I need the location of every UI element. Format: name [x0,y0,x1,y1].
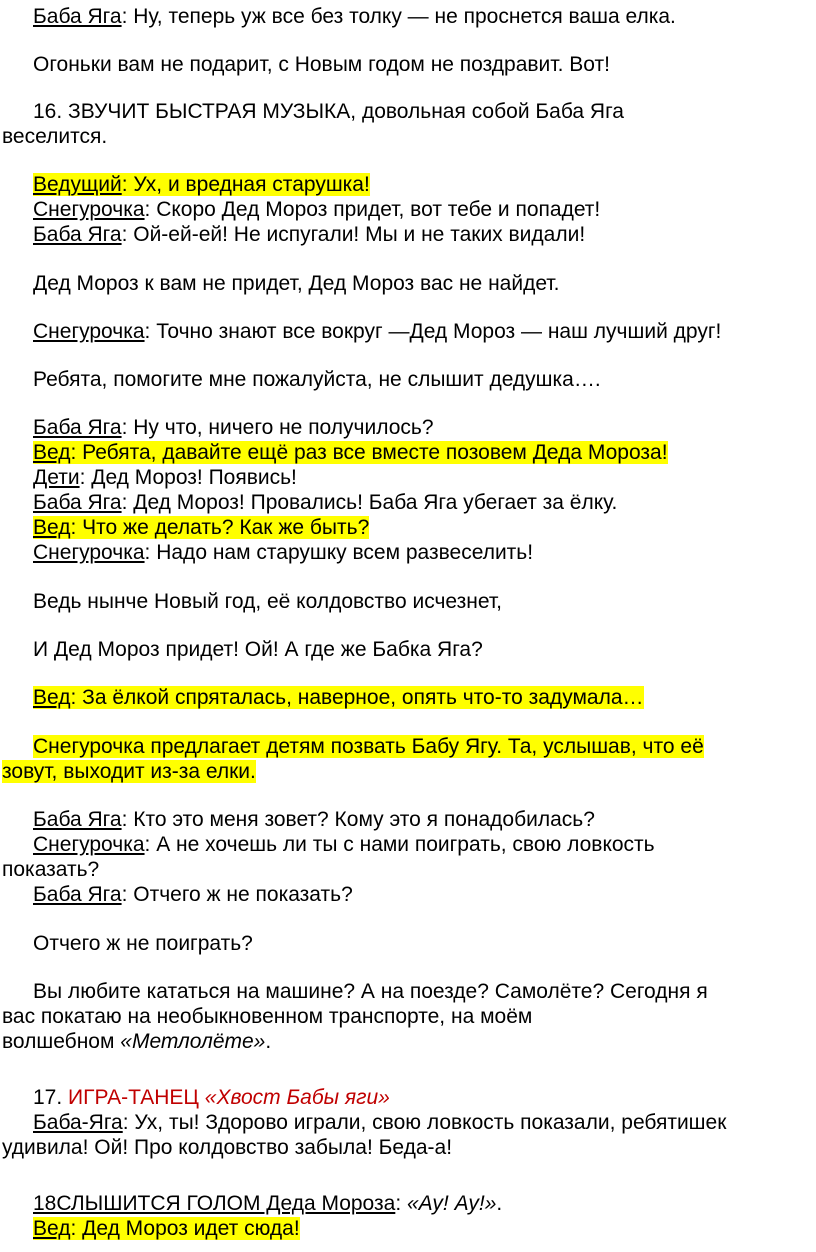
highlighted-replica [33,1217,300,1240]
highlighted-replica [33,441,668,464]
line-text-3: Ребята, помогите мне пожалуйста, не слышит дедушка…. [33,368,601,391]
highlighted-replica [33,173,370,196]
line-text: : Ну, теперь уж все без толку — не проснется ваша елка. [121,5,676,28]
line-text: : Точно знают все вокруг —Дед Мороз — наш лучший друг! [144,320,722,343]
line-host-3 [0,515,816,540]
line-snegurochka-3 [0,540,816,565]
line-text: : [395,1192,407,1215]
line-snegurochka-2 [0,319,816,344]
line-text: : Дед Мороз! Провались! Баба Яга убегает за ёлку. [121,491,618,514]
line-text-4: Ведь нынче Новый год, её колдовство исчезнет, [33,590,502,613]
stage-direction-18 [0,1191,816,1216]
line-text: : Ребята, давайте ещё раз все вместе позовем Деда Мороза! [70,441,668,464]
line-text-6: Отчего ж не поиграть? [33,932,253,955]
line-text-7: Вы любите кататься на машине? А на поезде? Самолёте? Сегодня я [33,980,708,1003]
line-baba-yaga-4 [0,490,816,515]
line-text: : Отчего ж не показать? [121,883,353,906]
line-children [0,465,816,490]
line-baba-yaga-6 [0,882,816,907]
line-text: : Что же делать? Как же быть? [70,516,370,539]
line-baba-yaga-1 [0,4,816,29]
stage-direction-highlighted-cont [0,759,816,784]
speaker-name: Снегурочка [33,833,145,856]
speaker-name: Баба Яга [33,416,122,439]
line-host-5 [0,1216,816,1241]
speaker-name: Снегурочка [33,541,145,564]
line-text: : Кто это меня зовет? Кому это я понадобилась? [121,808,595,831]
game-number: 17. [33,1086,69,1109]
line-text: : Ух, ты! Здорово играли, свою ловкость показали, ребятишек [122,1111,727,1134]
stage-direction-16: 16. ЗВУЧИТ БЫСТРАЯ МУЗЫКА, довольная собой Баба Яга [33,100,624,123]
italic-text: «Ау! Ау!» [406,1192,497,1215]
speaker-name: Дети [33,466,80,489]
line-snegurochka-4 [0,832,816,857]
speaker-name: Баба-Яга [33,1111,123,1134]
speaker-name: Снегурочка [33,198,145,221]
speaker-name: Ведущий [33,173,122,196]
highlighted-text: Снегурочка предлагает детям позвать Бабу Ягу. Та, услышав, что её [33,735,704,758]
line-text: : За ёлкой спряталась, наверное, опять что-то задумала… [70,686,644,709]
line-baba-yaga-2 [0,222,816,247]
line-text: : Дед Мороз идет сюда! [70,1217,300,1240]
underlined-direction: 18СЛЫШИТСЯ ГОЛОМ Деда Мороза [33,1192,396,1215]
line-text-1: Огоньки вам не подарит, с Новым годом не поздравит. Вот! [33,53,610,76]
speaker-name: Вед [33,1217,71,1240]
line-text: . [265,1030,272,1053]
line-host-1 [0,172,816,197]
line-text: : Ух, и вредная старушка! [121,173,370,196]
speaker-name: Вед [33,516,71,539]
speaker-name: Баба Яга [33,491,122,514]
speaker-name: Баба Яга [33,223,122,246]
line-baba-yaga-3 [0,415,816,440]
line-baba-yaga-7-cont: удивила! Ой! Про колдовство забыла! Беда-а! [2,1136,453,1159]
line-text-7-cont: вас покатаю на необыкновенном транспорте, на моём [2,1005,533,1028]
line-host-4 [0,685,816,710]
line-text-2: Дед Мороз к вам не придет, Дед Мороз вас не найдет. [33,272,560,295]
highlighted-replica [33,686,644,709]
line-text: : Надо нам старушку всем развеселить! [144,541,534,564]
line-text-7-end [0,1029,816,1054]
speaker-name: Вед [33,686,71,709]
line-snegurochka-4-cont: показать? [2,858,100,881]
game-title: ИГРА-ТАНЕЦ [68,1086,205,1109]
line-snegurochka-1 [0,197,816,222]
speaker-name: Вед [33,441,71,464]
game-title-italic: «Хвост Бабы яги» [204,1086,390,1109]
italic-text: «Метлолёте» [120,1030,266,1053]
line-text-5: И Дед Мороз придет! Ой! А где же Бабка Яга? [33,638,483,661]
line-baba-yaga-7 [0,1110,816,1135]
line-text: . [496,1192,503,1215]
speaker-name: Баба Яга [33,5,122,28]
line-host-2 [0,440,816,465]
highlighted-replica [33,516,369,539]
line-text: : Скоро Дед Мороз придет, вот тебе и попадет! [144,198,601,221]
line-text: : А не хочешь ли ты с нами поиграть, свою ловкость [144,833,655,856]
line-baba-yaga-5 [0,807,816,832]
speaker-name: Баба Яга [33,883,122,906]
line-text: : Ну что, ничего не получилось? [121,416,434,439]
stage-direction-highlighted [0,734,816,759]
line-text: волшебном [2,1030,121,1053]
speaker-name: Снегурочка [33,320,145,343]
stage-direction-16-cont: веселится. [2,125,108,148]
game-heading-17 [0,1085,816,1110]
speaker-name: Баба Яга [33,808,122,831]
highlighted-text: зовут, выходит из-за елки. [2,760,256,783]
line-text: : Ой-ей-ей! Не испугали! Мы и не таких видали! [121,223,586,246]
line-text: : Дед Мороз! Появись! [79,466,297,489]
